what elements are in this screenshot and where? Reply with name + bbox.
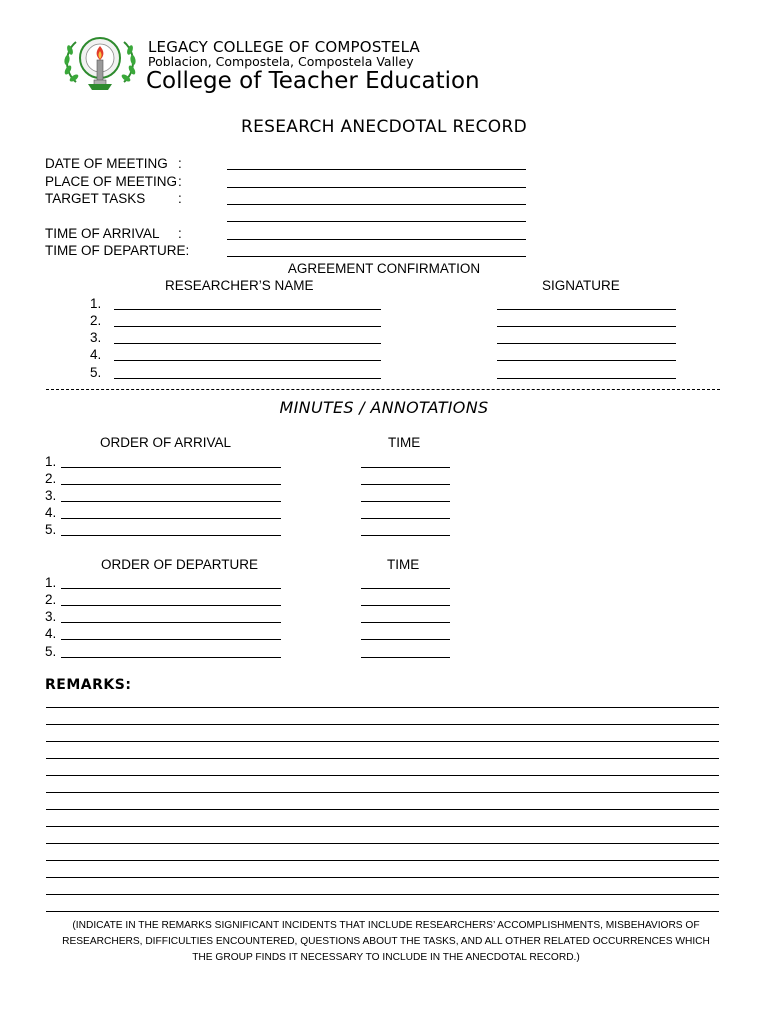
remarks-line[interactable]: [46, 826, 719, 827]
signature-header: SIGNATURE: [542, 278, 620, 293]
arrival-number: 1.: [45, 454, 57, 469]
arrival-name-field[interactable]: [61, 484, 281, 485]
order-of-arrival-header: ORDER OF ARRIVAL: [100, 435, 232, 450]
institution-name: LEGACY COLLEGE OF COMPOSTELA: [148, 38, 420, 56]
arrival-number: 2.: [45, 471, 57, 486]
target-tasks-label: TARGET TASKS: [45, 191, 146, 206]
departure-name-field[interactable]: [61, 622, 281, 623]
departure-time-field[interactable]: [361, 622, 450, 623]
document-title: RESEARCH ANECDOTAL RECORD: [241, 117, 527, 137]
researcher-name-field[interactable]: [114, 343, 381, 344]
arrival-number: 5.: [45, 522, 57, 537]
remarks-line[interactable]: [46, 894, 719, 895]
signature-field[interactable]: [497, 360, 676, 361]
remarks-line[interactable]: [46, 724, 719, 725]
researcher-name-header: RESEARCHER’S NAME: [165, 278, 314, 293]
signature-field[interactable]: [497, 378, 676, 379]
departure-name-field[interactable]: [61, 657, 281, 658]
section-divider: [46, 389, 720, 390]
researcher-number: 1.: [90, 296, 102, 311]
remarks-line[interactable]: [46, 877, 719, 878]
departure-time-field[interactable]: [361, 605, 450, 606]
signature-field[interactable]: [497, 309, 676, 310]
arrival-name-field[interactable]: [61, 518, 281, 519]
time-of-arrival-label: TIME OF ARRIVAL: [45, 226, 160, 241]
arrival-number: 4.: [45, 505, 57, 520]
arrival-time-field[interactable]: [361, 501, 450, 502]
departure-name-field[interactable]: [61, 588, 281, 589]
departure-name-field[interactable]: [61, 639, 281, 640]
remarks-line[interactable]: [46, 741, 719, 742]
researcher-number: 2.: [90, 313, 102, 328]
researcher-name-field[interactable]: [114, 360, 381, 361]
place-of-meeting-label: PLACE OF MEETING: [45, 174, 178, 189]
arrival-name-field[interactable]: [61, 467, 281, 468]
arrival-time-field[interactable]: [361, 467, 450, 468]
agreement-heading: AGREEMENT CONFIRMATION: [287, 261, 481, 276]
target-tasks-field-1[interactable]: [227, 204, 526, 205]
arrival-time-field[interactable]: [361, 518, 450, 519]
departure-time-field[interactable]: [361, 657, 450, 658]
departure-number: 5.: [45, 644, 57, 659]
remarks-line[interactable]: [46, 843, 719, 844]
departure-number: 2.: [45, 592, 57, 607]
departure-time-header: TIME: [387, 557, 420, 572]
arrival-name-field[interactable]: [61, 535, 281, 536]
departure-name-field[interactable]: [61, 605, 281, 606]
researcher-name-field[interactable]: [114, 378, 381, 379]
college-name: College of Teacher Education: [146, 68, 480, 94]
departure-number: 4.: [45, 626, 57, 641]
remarks-line[interactable]: [46, 792, 719, 793]
time-of-arrival-colon: :: [178, 226, 182, 241]
remarks-instruction-note: (INDICATE IN THE REMARKS SIGNIFICANT INCIDENTS THAT INCLUDE RESEARCHERS’ ACCOMPLISHMENTS, MISBEHAVIORS OF RESEARCHERS, DIFFICULTIES ENCOUNTERED, QUESTIONS ABOUT THE TASKS, AND ALL OTHER RELATED OCCURRENCES WHICH THE GROUP FINDS IT NECESSARY TO INCLUDE IN THE ANECDOTAL RECORD.): [62, 920, 710, 963]
time-of-arrival-field[interactable]: [227, 239, 526, 240]
institution-address: Poblacion, Compostela, Compostela Valley: [148, 54, 414, 69]
time-of-departure-label: TIME OF DEPARTURE:: [45, 243, 190, 258]
researcher-number: 5.: [90, 365, 102, 380]
place-of-meeting-colon: :: [178, 174, 182, 189]
signature-field[interactable]: [497, 326, 676, 327]
date-of-meeting-label: DATE OF MEETING: [45, 156, 168, 171]
arrival-number: 3.: [45, 488, 57, 503]
remarks-line[interactable]: [46, 775, 719, 776]
remarks-line[interactable]: [46, 707, 719, 708]
remarks-line[interactable]: [46, 860, 719, 861]
arrival-time-header: TIME: [388, 435, 421, 450]
researcher-name-field[interactable]: [114, 309, 381, 310]
target-tasks-field-2[interactable]: [227, 221, 526, 222]
departure-number: 1.: [45, 575, 57, 590]
date-of-meeting-colon: :: [178, 156, 182, 171]
arrival-time-field[interactable]: [361, 535, 450, 536]
signature-field[interactable]: [497, 343, 676, 344]
target-tasks-colon: :: [178, 191, 182, 206]
time-of-departure-field[interactable]: [227, 256, 526, 257]
departure-time-field[interactable]: [361, 639, 450, 640]
arrival-time-field[interactable]: [361, 484, 450, 485]
arrival-name-field[interactable]: [61, 501, 281, 502]
departure-time-field[interactable]: [361, 588, 450, 589]
date-of-meeting-field[interactable]: [227, 169, 526, 170]
remarks-line[interactable]: [46, 758, 719, 759]
departure-number: 3.: [45, 609, 57, 624]
remarks-line[interactable]: [46, 809, 719, 810]
minutes-heading: MINUTES / ANNOTATIONS: [279, 398, 489, 417]
remarks-heading: REMARKS:: [45, 677, 132, 693]
remarks-line[interactable]: [46, 911, 719, 912]
researcher-number: 4.: [90, 347, 102, 362]
place-of-meeting-field[interactable]: [227, 187, 526, 188]
researcher-number: 3.: [90, 330, 102, 345]
college-seal-logo: [58, 32, 142, 96]
order-of-departure-header: ORDER OF DEPARTURE: [101, 557, 259, 572]
researcher-name-field[interactable]: [114, 326, 381, 327]
